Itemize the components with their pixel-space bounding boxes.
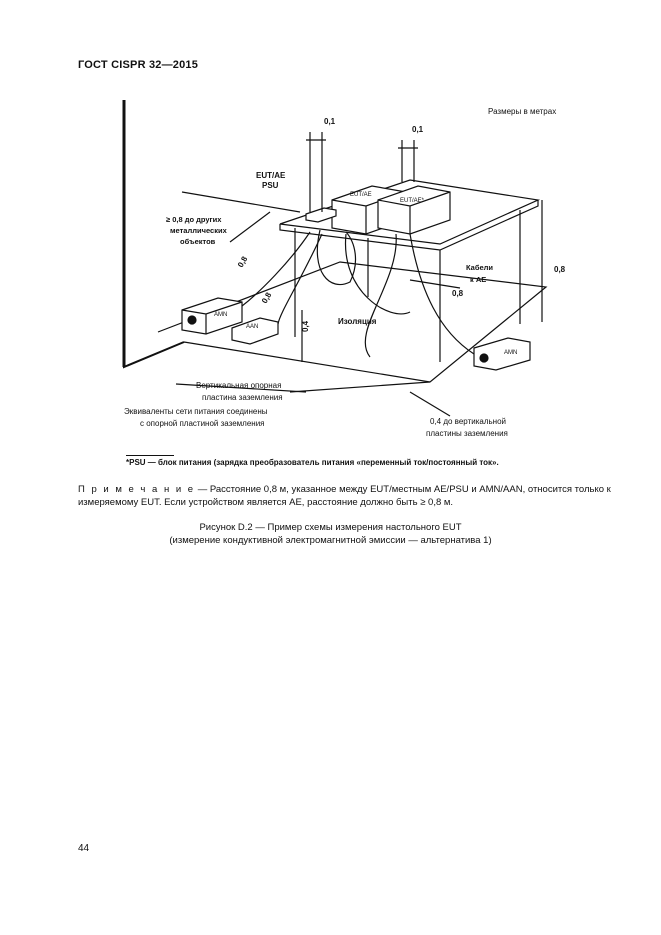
dim-label: 0,1 [412, 125, 424, 134]
note-text: — Расстояние 0,8 м, указанное между EUT/местным AE/PSU и AMN/AAN, относится только к измеряемому EUT. Если устройством является AE, расстояние должно быть ≥ 0,8 м. [78, 484, 611, 508]
eut-ae-label: EUT/AE [256, 171, 286, 180]
vertical-distance-label: пластины заземления [426, 429, 508, 438]
page-number: 44 [78, 843, 90, 854]
aan-label: AAN [246, 324, 259, 330]
measurement-setup-figure [110, 92, 570, 452]
dim-label: 0,8 [554, 265, 566, 274]
cable [317, 230, 355, 285]
cables-label: к AE [470, 275, 487, 284]
caption-line: Рисунок D.2 — Пример схемы измерения настольного EUT [199, 522, 462, 533]
distance-label: ≥ 0,8 до других [166, 215, 222, 224]
vertical-plane-label: Вертикальная опорная [196, 381, 282, 390]
eut-box-label: EUT/AE* [400, 198, 425, 204]
dim-label: 0,4 [301, 320, 310, 332]
figure-caption [78, 521, 583, 547]
amn-label: AMN [504, 350, 518, 356]
note-label: П р и м е ч а н и е [78, 484, 196, 495]
dim-label: 0,8 [452, 289, 464, 298]
footnote: *PSU — блок питания (зарядка преобразователь питания «переменный ток/постоянный ток». [126, 458, 499, 467]
eut-box-label: EUT/AE [350, 192, 372, 198]
equivalents-label: с опорной пластиной заземления [140, 419, 265, 428]
document-header: ГОСТ CISPR 32—2015 [78, 59, 199, 71]
note [78, 483, 623, 509]
caption-line: (измерение кондуктивной электромагнитной эмиссии — альтернатива 1) [169, 535, 492, 546]
dim-label: 0,1 [324, 117, 336, 126]
vertical-distance-label: 0,4 до вертикальной [430, 417, 506, 426]
vertical-plane-label: пластина заземления [202, 393, 283, 402]
amn-label: AMN [214, 312, 228, 318]
equivalents-label: Эквиваленты сети питания соединены [124, 407, 268, 416]
dim-label: 0,8 [259, 290, 274, 305]
insulation-label: Изоляция [338, 317, 377, 326]
psu-label: PSU [262, 181, 279, 190]
distance-label: металлических [170, 226, 227, 235]
dimensions-note: Размеры в метрах [488, 107, 557, 116]
distance-label: объектов [180, 237, 216, 246]
cables-label: Кабели [466, 263, 494, 272]
dim-label: 0,8 [235, 254, 250, 269]
footnote-rule [126, 455, 174, 456]
